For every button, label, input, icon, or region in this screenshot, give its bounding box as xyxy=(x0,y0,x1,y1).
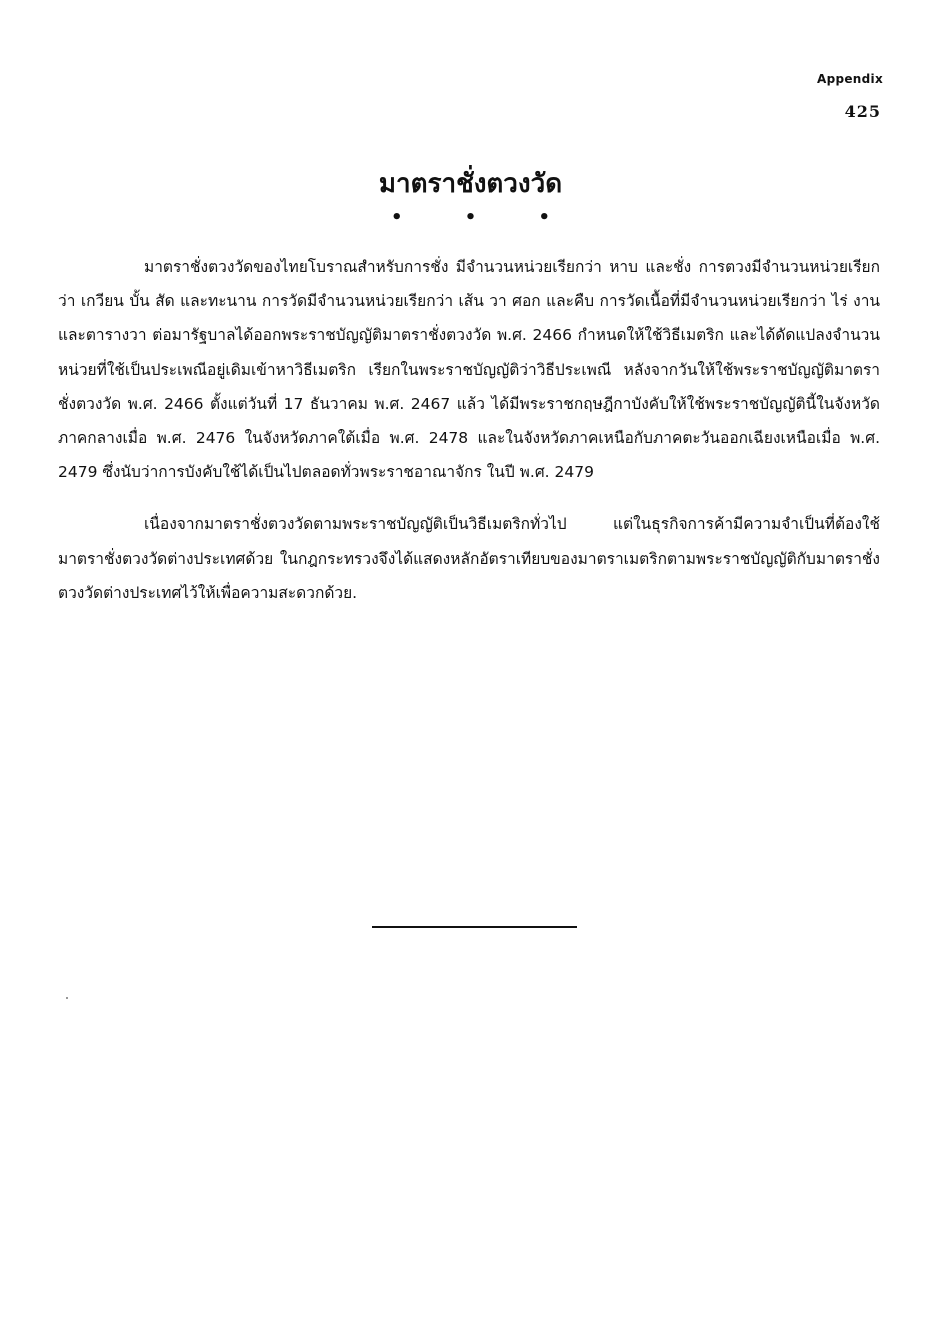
paragraph-2: เนื่องจากมาตราชั่งตวงวัดตามพระราชบัญญัติเป็นวิธีเมตริกทั่วไป แต่ในธุรกิจการค้ามีความจำเป็นที่ต้องใช้มาตราชั่งตวงวัดต่างประเทศด้วย ในกฎกระทรวงจึงได้แสดงหลักอัตราเทียบของมาตราเมตริกตามพระราชบัญญัติกับมาตราชั่งตวงวัดต่างประเทศไว้ให้เพื่อความสะดวกด้วย. xyxy=(58,515,880,602)
scan-speck xyxy=(66,997,68,999)
section-label: Appendix xyxy=(817,72,883,86)
footer-divider xyxy=(372,926,577,928)
page-title: มาตราชั่งตวงวัด xyxy=(378,169,563,199)
body-text xyxy=(58,250,880,610)
title-separator: • • • xyxy=(390,207,579,228)
page-number: 425 xyxy=(844,102,881,121)
paragraph-1: มาตราชั่งตวงวัดของไทยโบราณสำหรับการชั่ง มีจำนวนหน่วยเรียกว่า หาบ และชั่ง การตวงมีจำนวนหน่วยเรียกว่า เกวียน บั้น สัด และทะนาน การวัดมีจำนวนหน่วยเรียกว่า เส้น วา ศอก และคืบ การวัดเนื้อที่มีจำนวนหน่วยเรียกว่า ไร่ งาน และตารางวา ต่อมารัฐบาลได้ออกพระราชบัญญัติมาตราชั่งตวงวัด พ.ศ. 2466 กำหนดให้ใช้วิธีเมตริก และได้ดัดแปลงจำนวนหน่วยที่ใช้เป็นประเพณีอยู่เดิมเข้าหาวิธีเมตริก เรียกในพระราชบัญญัติว่าวิธีประเพณี หลังจากวันให้ใช้พระราชบัญญัติมาตราชั่งตวงวัด พ.ศ. 2466 ตั้งแต่วันที่ 17 ธันวาคม พ.ศ. 2467 แล้ว ได้มีพระราชกฤษฎีกาบังคับให้ใช้พระราชบัญญัตินี้ในจังหวัดภาคกลางเมื่อ พ.ศ. 2476 ในจังหวัดภาคใต้เมื่อ พ.ศ. 2478 และในจังหวัดภาคเหนือกับภาคตะวันออกเฉียงเหนือเมื่อ พ.ศ. 2479 ซึ่งนับว่าการบังคับใช้ได้เป็นไปตลอดทั่วพระราชอาณาจักร ในปี พ.ศ. 2479 xyxy=(58,258,880,482)
